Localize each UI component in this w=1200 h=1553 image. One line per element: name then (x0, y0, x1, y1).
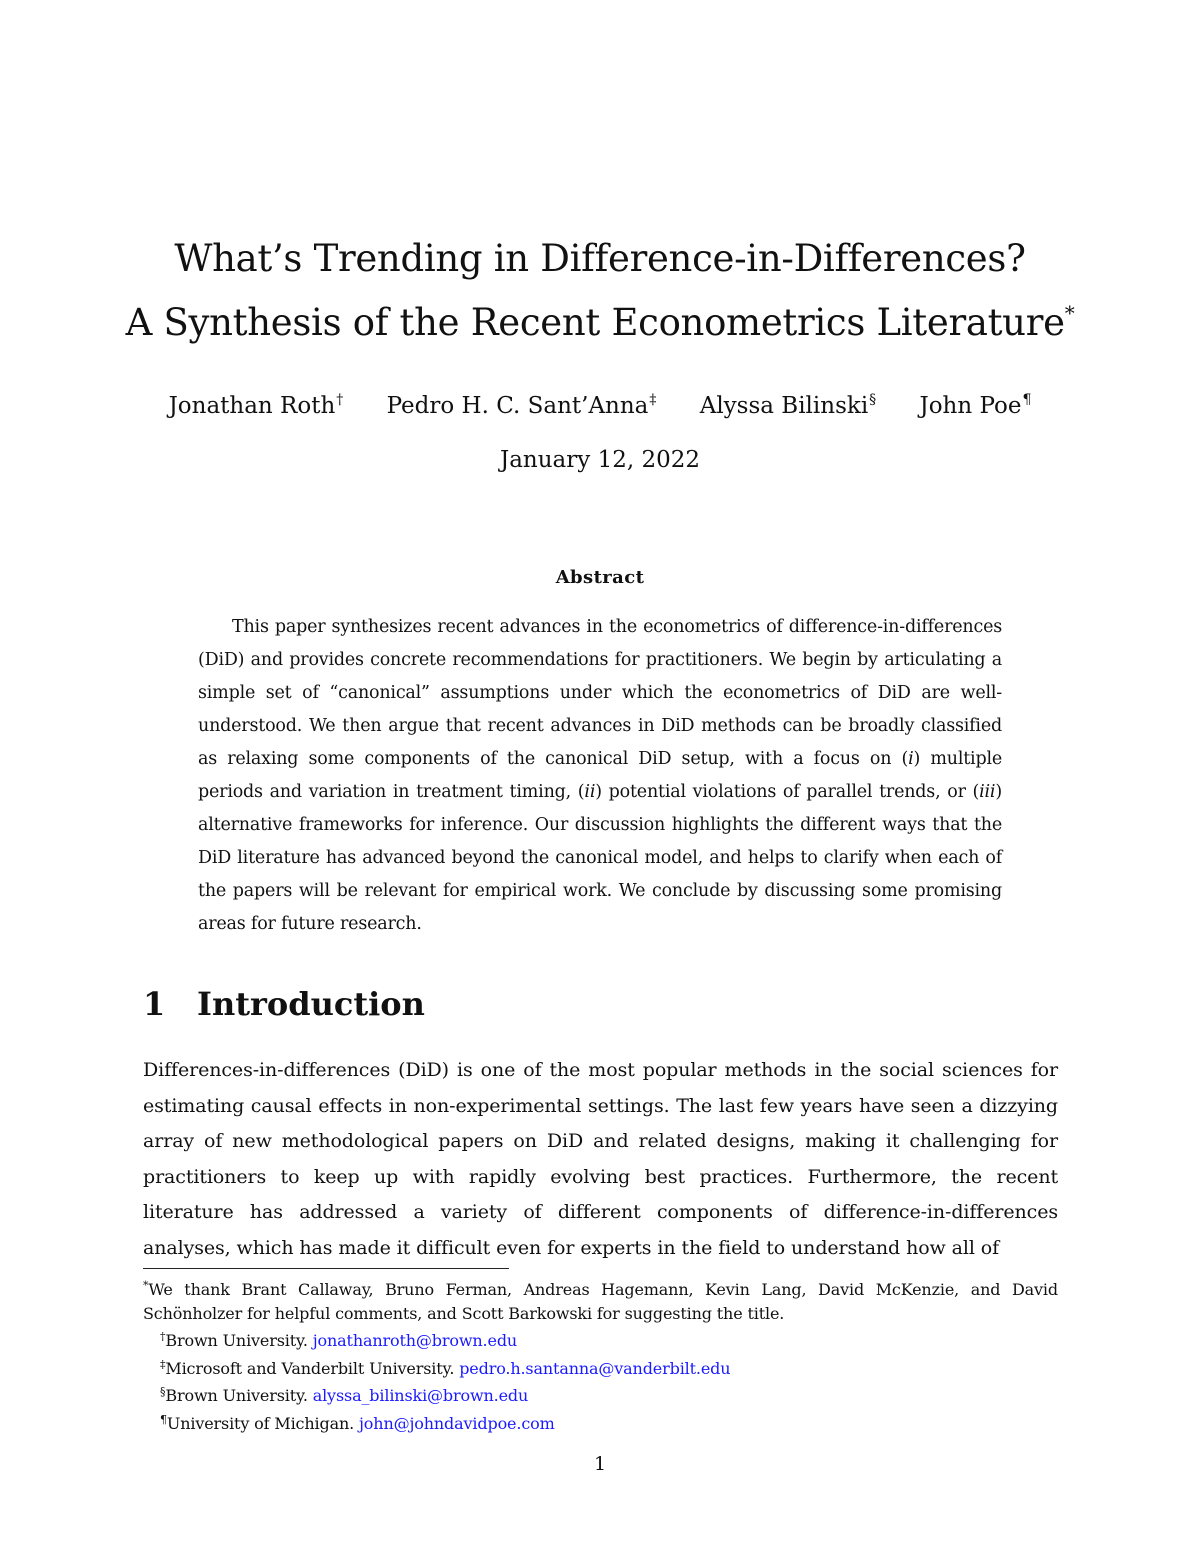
abstract-body: This paper synthesizes recent advances in the econometrics of difference-in-differences (DiD) and provides concrete recommendations for practitioners. We begin by articulating a simple set of “canonical” assumptions under which the econometrics of DiD are well-understood. We then argue that recent advances in DiD methods can be broadly classified as relaxing some components of the canonical DiD setup, with a focus on (i) multiple periods and variation in treatment timing, (ii) potential violations of parallel trends, or (iii) alternative frameworks for inference. Our discussion highlights the different ways that the DiD literature has advanced beyond the canonical model, and helps to clarify when each of the papers will be relevant for empirical work. We conclude by discussing some promising areas for future research. (198, 617, 1002, 934)
email-link-poe[interactable]: john@johndavidpoe.com (359, 1413, 555, 1433)
email-link-bilinski[interactable]: alyssa_bilinski@brown.edu (312, 1386, 529, 1405)
footnote-bilinski: §Brown University. alyssa_bilinski@brown.edu (160, 1385, 529, 1405)
section-title: Introduction (197, 985, 425, 1023)
footnote-acknowledgement: *We thank Brant Callaway, Bruno Ferman, Andreas Hagemann, Kevin Lang, David McKenzie, and David Schönholzer for helpful comments, and Scott Barkowski for suggesting the title. (143, 1279, 1058, 1323)
footnote-rule (143, 1268, 509, 1269)
paper-date: January 12, 2022 (500, 447, 700, 473)
author-roth: Jonathan Roth† (168, 392, 344, 419)
author-poe: John Poe¶ (919, 392, 1032, 419)
intro-paragraph: Differences-in-differences (DiD) is one of the most popular methods in the social sciences for estimating causal effects in non-experimental settings. The last few years have seen a dizzying array of new methodological papers on DiD and related designs, making it challenging for practitioners to keep up with rapidly evolving best practices. Furthermore, the recent literature has addressed a variety of different components of difference-in-differences analyses, which has made it difficult even for experts in the field to understand how all of (143, 1059, 1058, 1259)
email-link-roth[interactable]: jonathanroth@brown.edu (312, 1331, 518, 1350)
title-line-1: What’s Trending in Difference-in-Differences? (174, 237, 1026, 280)
section-number: 1 (143, 985, 166, 1023)
email-link-santanna[interactable]: pedro.h.santanna@vanderbilt.edu (459, 1358, 731, 1378)
title-line-2: A Synthesis of the Recent Econometrics Literature* (125, 301, 1075, 344)
section-heading (143, 985, 425, 1023)
footnote-poe: ¶University of Michigan. john@johndavidpoe.com (160, 1412, 555, 1433)
title-footnote-mark: * (1064, 301, 1075, 325)
author-santanna: Pedro H. C. Sant’Anna‡ (386, 392, 657, 419)
footnotes (143, 1274, 1058, 1435)
abstract-heading: Abstract (555, 567, 645, 588)
page-number: 1 (593, 1453, 607, 1475)
footnote-roth: †Brown University. jonathanroth@brown.edu (160, 1330, 518, 1350)
author-list (0, 385, 1200, 421)
footnote-santanna: ‡Microsoft and Vanderbilt University. pedro.h.santanna@vanderbilt.edu (160, 1357, 731, 1378)
author-bilinski: Alyssa Bilinski§ (699, 392, 877, 419)
